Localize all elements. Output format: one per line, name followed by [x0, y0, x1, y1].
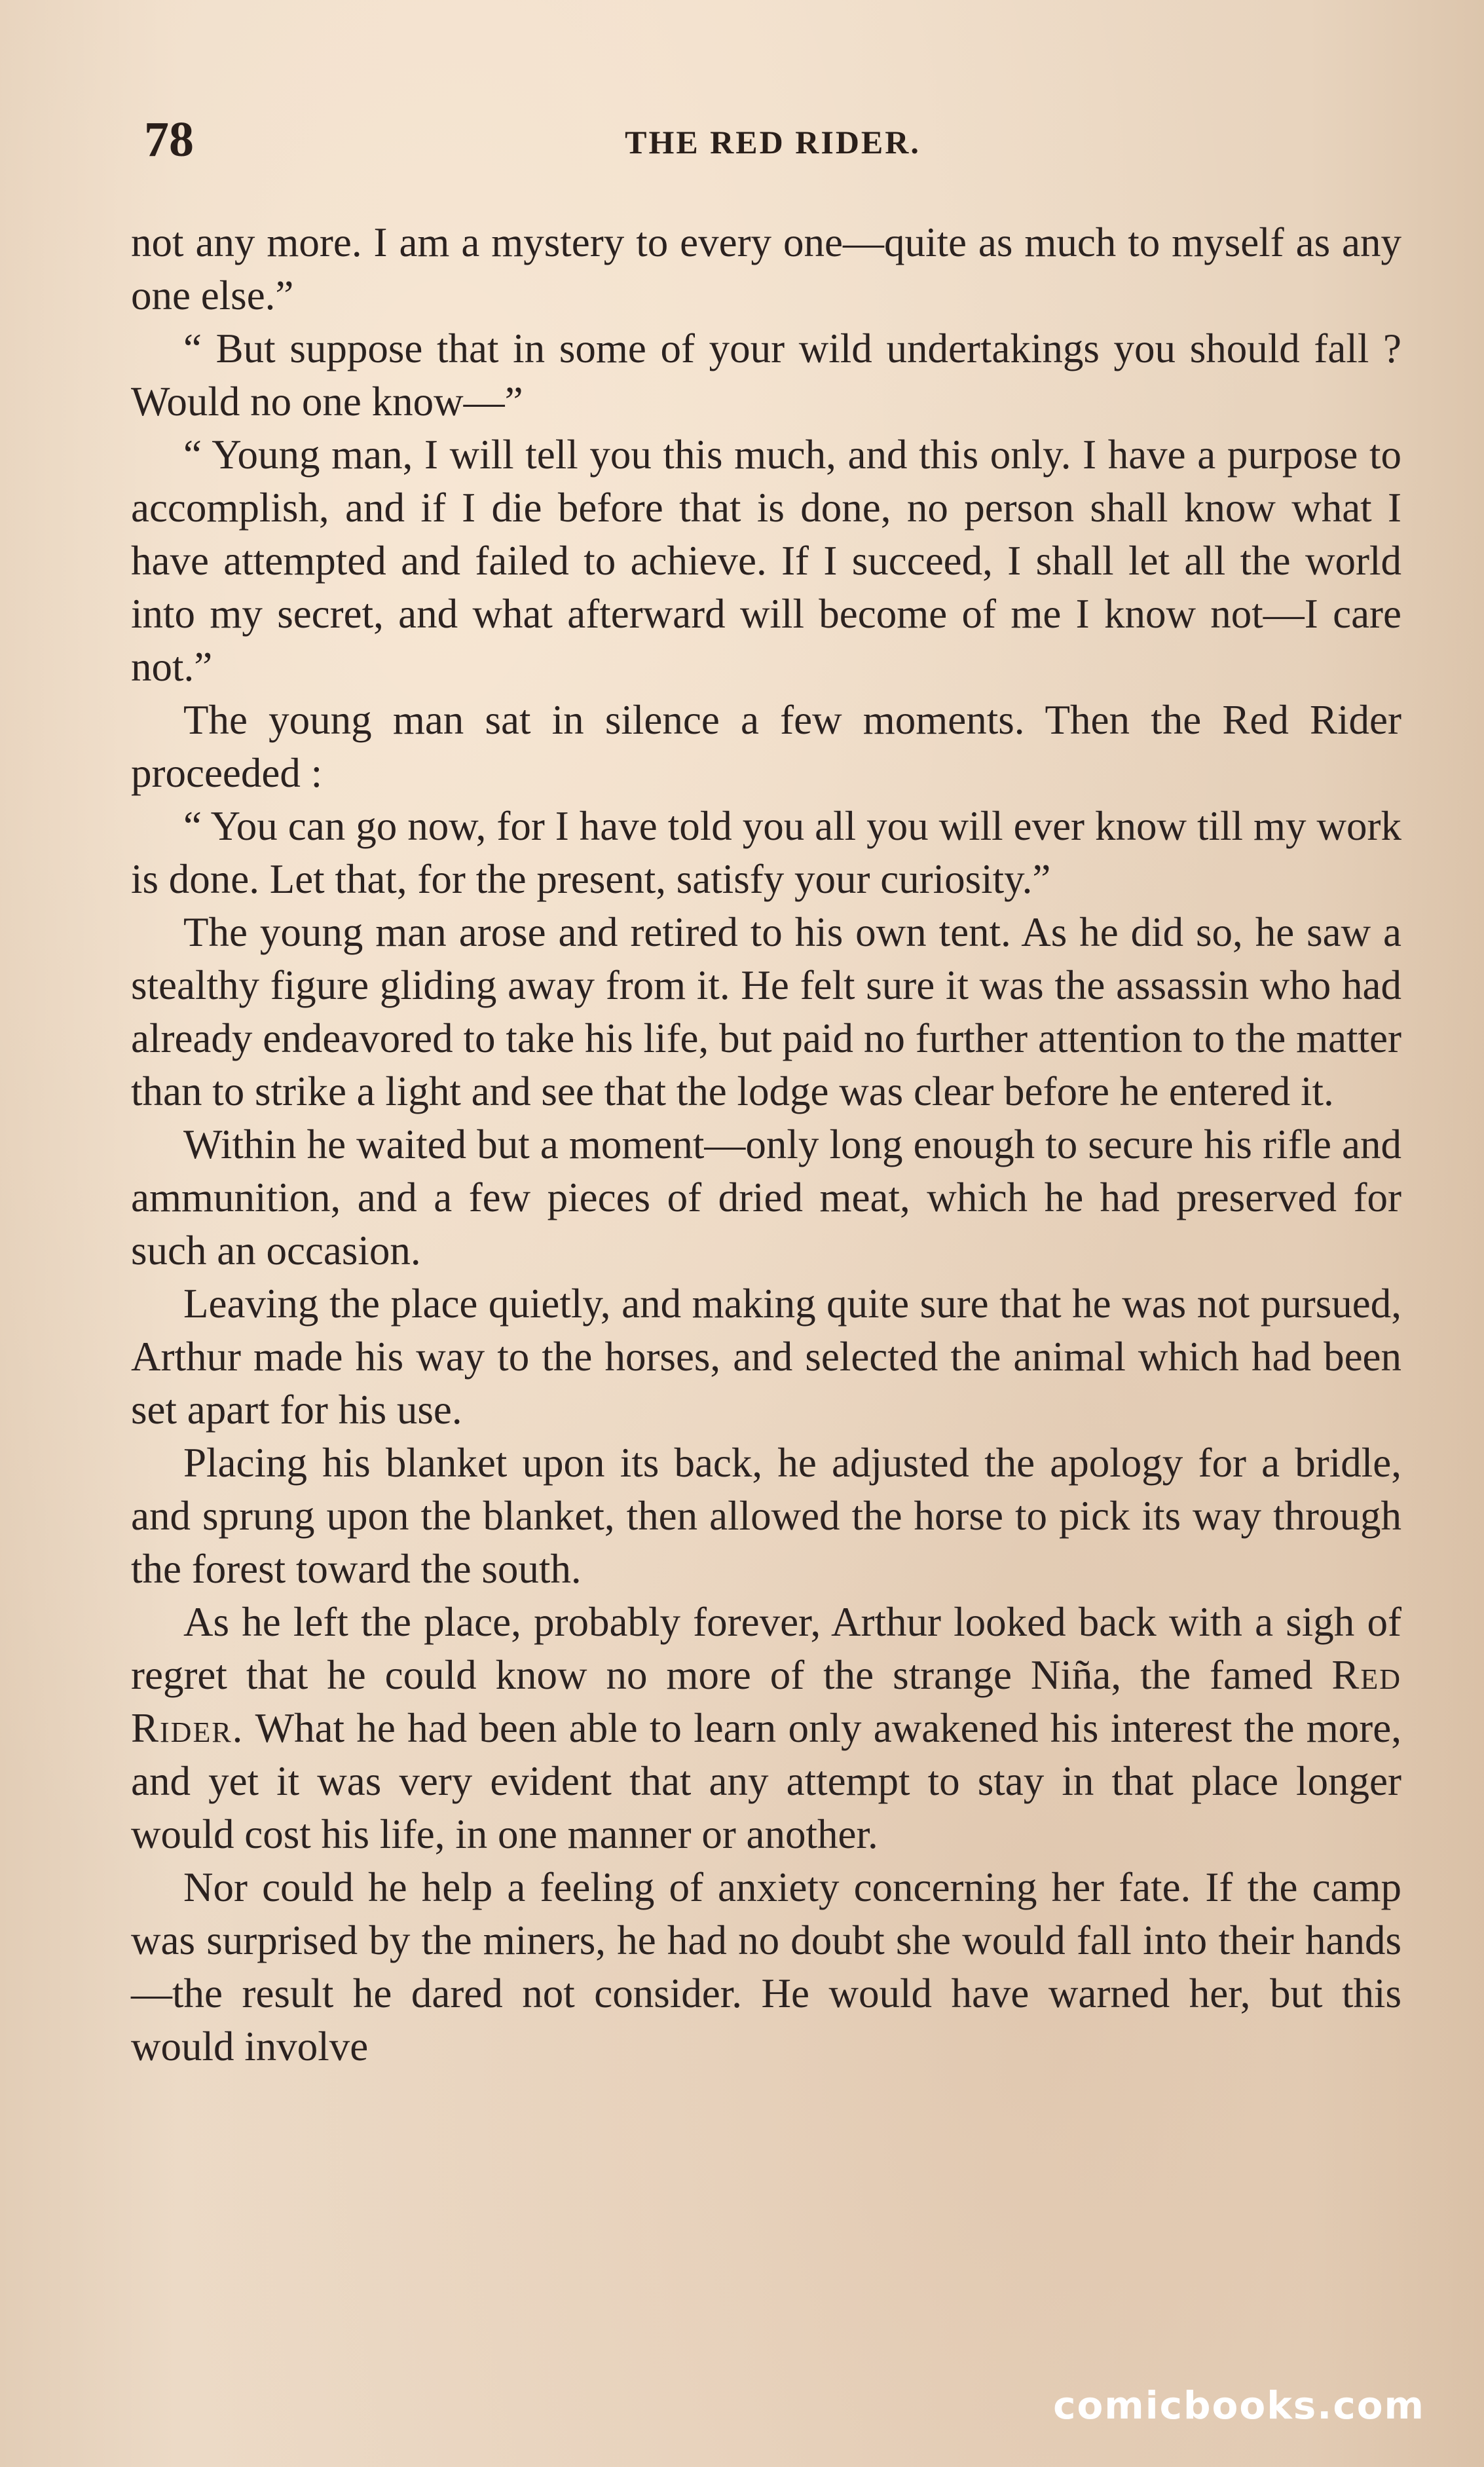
page-number: 78 — [144, 112, 194, 167]
paragraph-2: “ But suppose that in some of your wild undertakings you should fall ? Would no one know—” — [131, 326, 1401, 424]
paragraph-5: “ You can go now, for I have told you all you will ever know till my work is done. Let that, for the present, satisfy your curiosity.” — [131, 803, 1401, 902]
page-header — [144, 111, 1401, 183]
paragraph-1: not any more. I am a mystery to every one—quite as much to myself as any one else.” — [131, 219, 1401, 318]
paragraph-4: The young man sat in silence a few moments. Then the Red Rider proceeded : — [131, 697, 1401, 796]
running-title: THE RED RIDER. — [625, 124, 921, 160]
paragraph-7: Within he waited but a moment—only long enough to secure his rifle and ammunition, and a few pieces of dried meat, which he had preserved for such an occasion. — [131, 1121, 1401, 1273]
paragraph-3: “ Young man, I will tell you this much, and this only. I have a purpose to accomplish, and if I die before that is done, no person shall know what I have attempted and failed to achieve. If I succeed, I shall let all the world into my secret, and what afterward will become of me I know not—I care not.” — [131, 432, 1401, 690]
paragraph-6: The young man arose and retired to his own tent. As he did so, he saw a stealthy figure gliding away from it. He felt sure it was the assassin who had already endeavored to take his life, but paid no further attention to the matter than to strike a light and see that the lodge was clear before he entered it. — [131, 909, 1401, 1114]
paragraph-8: Leaving the place quietly, and making quite sure that he was not pursued, Arthur made his way to the horses, and selected the animal which had been set apart for his use. — [131, 1281, 1401, 1433]
paragraph-10 — [131, 1596, 1401, 1861]
site-watermark: comicbooks.com — [1053, 2383, 1425, 2428]
paragraph-10-start: As he left the place, probably forever, Arthur looked back with a sigh of regret that he could know no more of the strange Niña, the famed — [131, 1599, 1401, 1698]
red-rider-name: Red Rider. — [131, 1652, 1401, 1751]
paragraph-10-end: What he had been able to learn only awakened his interest the more, and yet it was very evident that any attempt to stay in that place longer would cost his life, in one manner or another. — [131, 1705, 1401, 1857]
body-text — [131, 216, 1401, 2073]
paragraph-9: Placing his blanket upon its back, he adjusted the apology for a bridle, and sprung upon the blanket, then allowed the horse to pick its way through the forest toward the south. — [131, 1440, 1401, 1592]
paragraph-11: Nor could he help a feeling of anxiety concerning her fate. If the camp was surprised by the miners, he had no doubt she would fall into their hands—the result he dared not consider. He would have warned her, but this would involve — [131, 1864, 1401, 2069]
